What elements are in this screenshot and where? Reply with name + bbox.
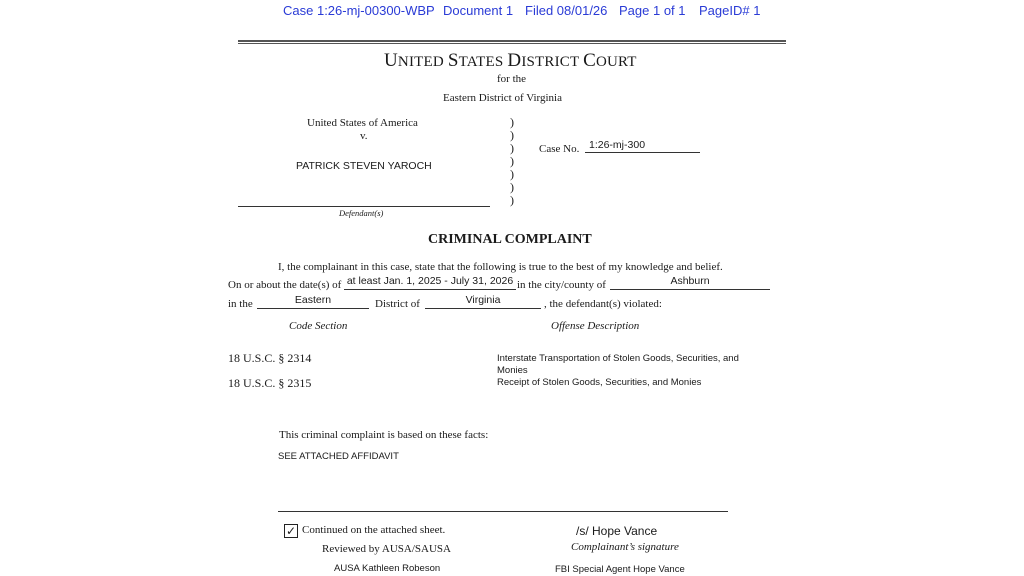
continued-checkbox[interactable] (284, 524, 298, 538)
offense-desc-1-line1: Interstate Transportation of Stolen Goods, Securities, and (497, 353, 739, 364)
offense-description-header: Offense Description (551, 320, 640, 332)
case-no-label: Case No. (539, 143, 580, 155)
violated-label: , the defendant(s) violated: (544, 298, 662, 310)
continued-label: Continued on the attached sheet. (302, 524, 446, 536)
complaint-title: CRIMINAL COMPLAINT (428, 232, 592, 247)
ausa-name: AUSA Kathleen Robeson (334, 563, 441, 574)
plaintiff-name: United States of America (307, 117, 418, 129)
court-name: UNITED STATES DISTRICT COURT (384, 50, 637, 71)
date-range-value: at least Jan. 1, 2025 - July 31, 2026 (346, 275, 514, 287)
caption-paren-7: ) (510, 193, 514, 207)
district-of-label: District of (375, 298, 420, 310)
page-id-header: PageID# 1 (699, 3, 761, 18)
signer-name: FBI Special Agent Hope Vance (555, 564, 685, 575)
header-rule-top (238, 40, 786, 42)
defendant-name: PATRICK STEVEN YAROCH (296, 160, 432, 172)
reviewed-by-label: Reviewed by AUSA/SAUSA (322, 543, 451, 555)
header-rule-bottom (238, 43, 786, 44)
for-the-text: for the (497, 73, 527, 85)
caption-paren-1: ) (510, 115, 514, 129)
caption-paren-2: ) (510, 128, 514, 142)
case-no-value: 1:26-mj-300 (589, 139, 646, 151)
defendant-line (238, 206, 490, 207)
facts-body: SEE ATTACHED AFFIDAVIT (278, 451, 399, 462)
filed-date-header: Filed 08/01/26 (525, 3, 608, 18)
city-county-label: in the city/county of (517, 279, 606, 291)
offense-desc-2-line1: Receipt of Stolen Goods, Securities, and Monies (497, 377, 702, 388)
caption-paren-6: ) (510, 180, 514, 194)
checkmark-icon: ✓ (285, 524, 297, 538)
caption-paren-3: ) (510, 141, 514, 155)
in-the-label: in the (228, 298, 253, 310)
caption-paren-5: ) (510, 167, 514, 181)
offense-desc-1-line2: Monies (497, 365, 528, 376)
caption-paren-4: ) (510, 154, 514, 168)
page-count-header: Page 1 of 1 (619, 3, 686, 18)
court-district: Eastern District of Virginia (443, 92, 562, 104)
signature-label: Complainant’s signature (571, 541, 679, 553)
state-value: Virginia (465, 294, 501, 306)
facts-divider (278, 511, 728, 512)
district-value: Eastern (294, 294, 332, 306)
date-label: On or about the date(s) of (228, 279, 342, 291)
complainant-signature: /s/ Hope Vance (576, 524, 658, 538)
case-number-header: Case 1:26-mj-00300-WBP (283, 3, 435, 18)
offense-code-1: 18 U.S.C. § 2314 (228, 351, 312, 365)
complainant-statement: I, the complainant in this case, state that the following is true to the best of my knowledge and belief. (278, 261, 723, 273)
document-number-header: Document 1 (443, 3, 514, 18)
versus-text: v. (360, 130, 368, 142)
defendant-label: Defendant(s) (339, 208, 384, 218)
code-section-header: Code Section (289, 320, 348, 332)
city-value: Ashburn (670, 275, 710, 287)
offense-code-2: 18 U.S.C. § 2315 (228, 376, 312, 390)
facts-intro: This criminal complaint is based on these facts: (279, 429, 489, 441)
